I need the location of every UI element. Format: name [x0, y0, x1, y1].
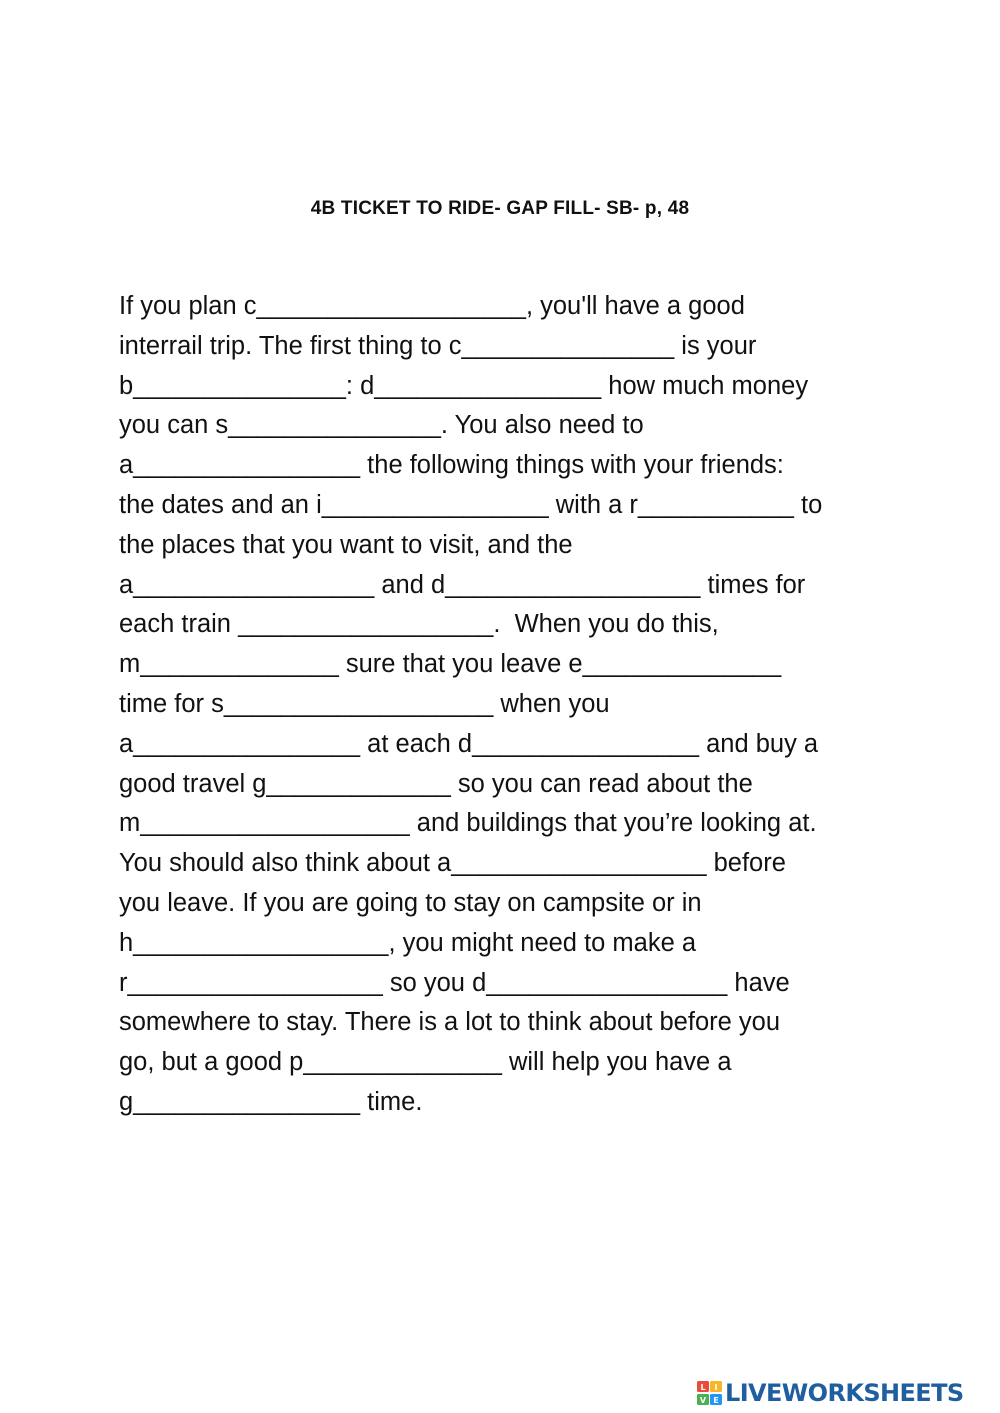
liveworksheets-wordmark: LIVEWORKSHEETS	[725, 1379, 964, 1407]
text-line: the dates and an i________________ with a r___________ to	[119, 490, 823, 519]
svg-text:L: L	[700, 1383, 706, 1392]
text-line: If you plan c___________________, you'll have a good	[119, 292, 745, 320]
worksheet-text	[119, 287, 899, 1123]
text-line: go, but a good p______________ will help you have a	[119, 1048, 732, 1077]
svg-text:E: E	[713, 1396, 719, 1405]
text-line: g________________ time.	[119, 1087, 423, 1116]
text-line: somewhere to stay. There is a lot to think about before you	[119, 1008, 781, 1037]
text-line: h__________________, you might need to make a	[119, 928, 697, 957]
text-line: a________________ the following things with your friends:	[119, 451, 784, 480]
text-line: a_________________ and d__________________ times for	[119, 570, 806, 599]
text-line: each train __________________. When you do this,	[119, 610, 719, 639]
text-line: good travel g_____________ so you can read about the	[119, 769, 753, 798]
liveworksheets-logo-icon	[697, 1379, 723, 1407]
text-line: you can s_______________. You also need to	[119, 411, 644, 440]
text-line: the places that you want to visit, and the	[119, 530, 573, 559]
text-line: r__________________ so you d_________________ have	[119, 968, 790, 997]
text-line: interrail trip. The first thing to c_______________ is your	[119, 331, 757, 360]
text-line: m___________________ and buildings that you’re looking at.	[119, 809, 817, 838]
svg-text:V: V	[699, 1396, 707, 1405]
text-line: a________________ at each d________________ and buy a	[119, 729, 819, 758]
text-line: time for s___________________ when you	[119, 689, 610, 718]
worksheet-title: 4B TICKET TO RIDE- GAP FILL- SB- p, 48	[310, 198, 690, 219]
text-line: m______________ sure that you leave e______________	[119, 650, 782, 679]
svg-text:I: I	[714, 1383, 718, 1392]
text-line: you leave. If you are going to stay on campsite or in	[119, 888, 702, 917]
liveworksheets-brand	[697, 1376, 964, 1410]
text-line: b_______________: d________________ how much money	[119, 371, 809, 400]
text-line: You should also think about a__________________ before	[119, 849, 786, 878]
